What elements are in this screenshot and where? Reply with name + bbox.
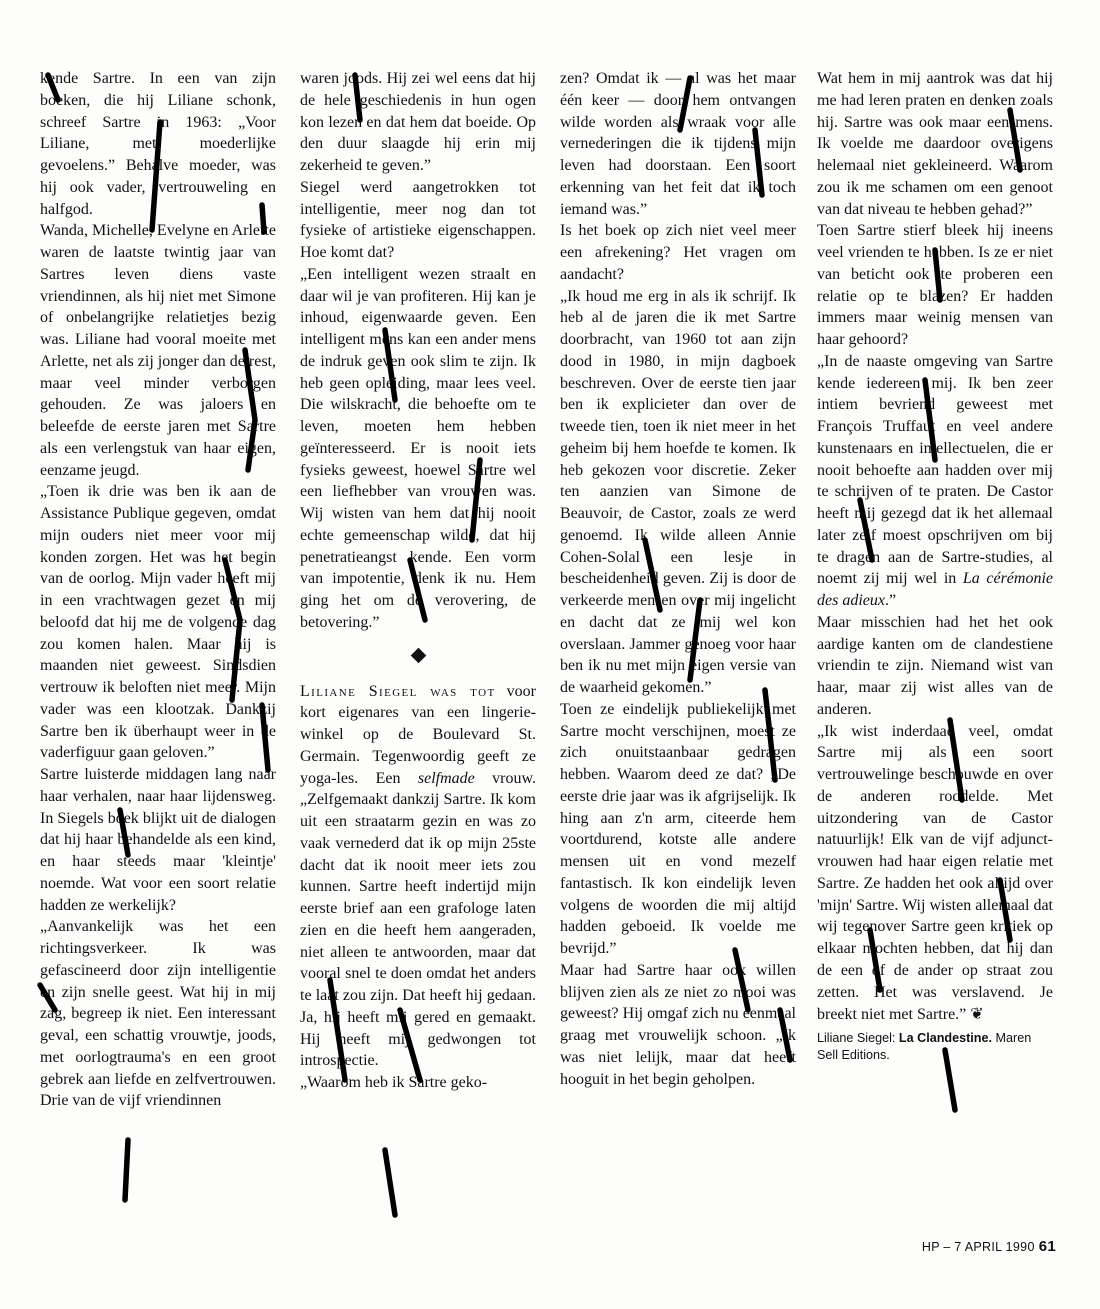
paragraph: Maar had Sartre haar ook willen blijven zien als ze niet zo mooi was geweest? Hij omgaf zich nu eenmaal graag met vrouwelijk schoon. „Ik was niet lelijk, maar dat heeft hooguit in het begin geholpen. (560, 961, 796, 1088)
paragraph-text: „Ik wist inderdaad veel, omdat Sartre mij als een soort vertrouwelinge beschouwde en over de anderen roddelde. Met uitzondering van de Castor natuurlijk! Elk van de vijf adjunct-vrouwen had haar eigen relatie met Sartre. Ze hadden het ook altijd over 'mijn' Sartre. Wij wisten allemaal dat wij tegenover Sartre geen kritiek op elkaar mochten hebben, dat hij dan de een of de ander op straat zou zetten. Het was verslavend. Je breekt niet met Sartre.” (817, 722, 1053, 1024)
page-footer (896, 1238, 1056, 1255)
book-caption (817, 1030, 1053, 1064)
paragraph: Maar misschien had het het ook aardige kanten om de clandestiene vriendin te zijn. Niemand wist van haar, maar zij wist alles van de anderen. (817, 613, 1053, 718)
paragraph: Wat hem in mij aantrok was dat hij me had leren praten en denken zoals hij. Sartre was ook maar een mens. Ik voelde me daardoor overigens helemaal niet gekleineerd. Waarom zou ik me schamen om een genoot van dat niveau te hebben gehad?” (817, 70, 1053, 218)
page-number: 61 (1038, 1238, 1056, 1255)
paragraph: zen? Omdat ik — al was het maar één keer — door hem ontvangen wilde worden als wraak voor alle vernederingen die ik tijdens mijn leven had doorstaan. Een soort erkenning van het feit dat ik toch iemand was.” (560, 70, 796, 218)
paragraph: Toen Sartre stierf bleek hij ineens veel vrienden te hebben. Is ze er niet van beticht ook te proberen een relatie op te blazen? Er hadden immers maar weinig mensen van haar gehoord? (817, 222, 1053, 348)
section-paragraph (300, 681, 536, 1073)
paragraph (817, 721, 1053, 1027)
section-text: voor kort eigenares van een lingerie-winkel op de Boulevard St. Germain. Tegenwoordig geeft ze yoga-les. Een (300, 682, 536, 787)
paragraph: kende Sartre. In een van zijn boeken, die hij Liliane schonk, schreef Sartre in 1963: „Voor Liliane, met moederlijke gevoelens.” Behalve moeder, was hij ook vader, vertrouweling en halfgod. (40, 70, 276, 218)
paragraph (817, 351, 1053, 612)
text-column-3 (560, 68, 796, 1090)
paragraph-end: .” (884, 592, 897, 609)
text-column-1 (40, 68, 276, 1112)
text-column-2 (300, 68, 536, 1094)
book-title: La cérémonie des adieux (817, 570, 1054, 609)
text-column-4 (817, 68, 1053, 1064)
caption-book-title: La Clandestine. (898, 1031, 992, 1045)
paragraph: Wanda, Michelle, Evelyne en Arlette waren de laatste twintig jaar van Sartres leven diens vaste vriendinnen, als hij niet met Simone of onbelangrijke relatietjes bezig was. Liliane had vooral moeite met Arlette, net als zij jonger dan de rest, maar veel minder verborgen gehouden. Ze was jaloers en beleefde de eerste jaren met Sartre als een verlengstuk van haar eigen, eenzame jeugd. (40, 222, 276, 479)
section-lead-smallcaps: Liliane Siegel was tot (300, 682, 496, 700)
paragraph: „Toen ik drie was ben ik aan de Assistance Publique gegeven, omdat mijn ouders niet meer voor mij konden zorgen. Het was het begin van de oorlog. Mijn vader heeft mij in een vrachtwagen gezet en mij beloofd dat hij me de volgende dag zou komen halen. Maar hij is maanden niet geweest. Sindsdien vertrouw ik beloften niet meer. Mijn vader was een klootzak. Dankzij Sartre ben ik überhaupt weer in de vaderfiguur gaan geloven.” (40, 483, 276, 762)
strike-mark (125, 1140, 128, 1200)
footer-publication: HP – 7 APRIL 1990 (921, 1240, 1035, 1254)
paragraph: Is het boek op zich niet veel meer een afrekening? Het vragen om aandacht? (560, 222, 796, 283)
section-italic: selfmade (417, 769, 475, 787)
paragraph: „Waarom heb ik Sartre geko- (300, 1074, 488, 1091)
paragraph: Sartre luisterde middagen lang naar haar verhalen, naar haar lijdensweg. In Siegels boek blijkt uit de dialogen dat hij haar behandelde als een kind, en haar steeds maar 'kleintje' noemde. Wat voor een soort relatie hadden ze werkelijk? (40, 766, 276, 914)
paragraph: „Een intelligent wezen straalt en daar wil je van profiteren. Hij kan je inhoud, eigenwaarde geven. Een intelligent mens kan een ander mens de indruk geven ook slim te zijn. Ik heb geen opleiding, maar lees veel. Die wilskracht, die behoefte om te leven, moeten hem hebben geïnteresseerd. Er is nooit iets fysieks geweest, hoewel Sartre wel een liefhebber van vrouwen was. Wij wisten van hem dat hij nooit echte gemeenschap wilde, dat hij penetratieangst kende. Een vorm van impotentie, denk ik nu. Hem ging het om de verovering, de betovering.” (300, 265, 536, 631)
paragraph: Siegel werd aangetrokken tot intelligentie, meer nog dan tot fysieke of artistieke eigenschappen. Hoe komt dat? (300, 178, 536, 261)
paragraph-text: „In de naaste omgeving van Sartre kende iedereen mij. Ik ben zeer intiem bevriend geweest met François Truffaut en veel andere kunstenaars en intellectuelen, die er nooit behoefte aan hadden over mij te schrijven of te praten. De Castor heeft mij gezegd dat ik het allemaal later zelf moest opschrijven om bij te dragen aan de Sartre-studies, al noemt zij mij wel in (817, 352, 1053, 588)
paragraph: waren joods. Hij zei wel eens dat hij de hele geschiedenis in hun ogen kon lezen en dat hem dat boeide. Op den duur slaagde hij erin mij zekerheid te geven.” (300, 70, 536, 174)
end-mark-icon: ❦ (970, 1004, 984, 1024)
section-divider-diamond (410, 647, 426, 663)
paragraph: „Aanvankelijk was het een richtingsverkeer. Ik was gefascineerd door zijn intelligentie en zijn snelle geest. Wat hij in mij zag, begreep ik niet. Een interessant geval, een schattig vrouwtje, joods, met oorlogtrauma's en een groot gebrek aan liefde en zelfvertrouwen. Drie van de vijf vriendinnen (40, 918, 276, 1110)
strike-mark (385, 1150, 395, 1215)
section-text-tail: vrouw. „Zelfgemaakt dankzij Sartre. Ik kom uit een straatarm gezin en was zo vaak vernederd dat ik op mijn 25ste dacht dat ik nooit meer iets zou kunnen. Sartre heeft indertijd mijn eerste brief aan een grafologe laten zien en die heeft hem aangeraden, niet alleen te antwoorden, maar dat vooral snel te doen omdat het anders te laat zou zijn. Dat heeft hij gedaan. Ja, hij heeft mij gered en gemaakt. Hij heeft mij gedwongen tot introspectie. (300, 769, 537, 1070)
paragraph: „Ik houd me erg in als ik schrijf. Ik heb al de jaren die ik met Sartre doorbracht, van 1960 tot aan zijn dood in 1980, in mijn dagboek beschreven. Over de eerste tien jaar ben ik explicieter dan over de tweede tien, toen ik niet meer in het geheim bij hem hoefde te komen. Ik heb gekozen voor discretie. Zeker ten aanzien van Simone de Beauvoir, de Castor, zoals ze werd genoemd. Ik wilde alleen Annie Cohen-Solal een lesje in bescheidenheid geven. Zij is door de verkeerde mensen over mij ingelicht en dacht dat ze mij wel kon overslaan. Jammer genoeg voor haar ben ik nu met mijn eigen versie van de waarheid gekomen.” (560, 287, 796, 696)
caption-author: Liliane Siegel: (817, 1031, 899, 1045)
paragraph: Toen ze eindelijk publiekelijk met Sartre mocht verschijnen, moest ze zich onuitstaanbaar gedragen hebben. Waarom deed ze dat? „De eerste drie jaar was ik afgrijselijk. Ik hing aan z'n arm, citeerde hem voortdurend, kotste alle andere mensen uit en vond mezelf fantastisch. Ik kon eindelijk leven volgens de woorden die mij altijd hadden geboeid. Ik voelde me bevrijd.” (560, 700, 796, 957)
caption-publisher: Maren Sell Editions. (817, 1031, 1032, 1062)
